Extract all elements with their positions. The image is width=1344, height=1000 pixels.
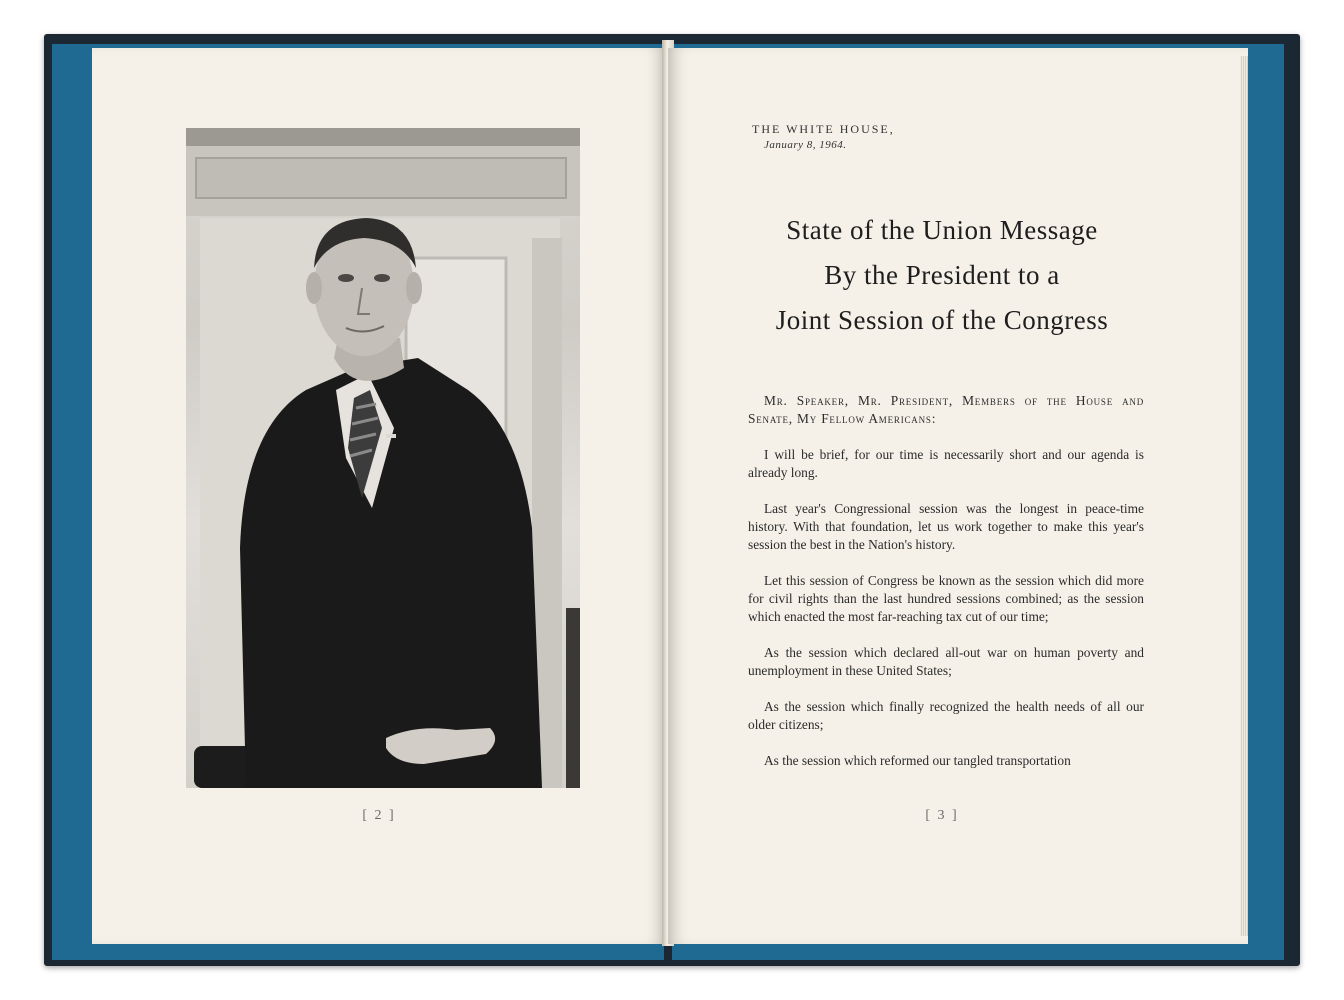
dateline-place: THE WHITE HOUSE, — [752, 122, 895, 136]
paragraph: As the session which declared all-out war on human poverty and unemployment in these United States; — [748, 645, 1144, 678]
paragraph: As the session which reformed our tangled transportation — [764, 753, 1071, 768]
paragraph: Let this session of Congress be known as the session which did more for civil rights than the last hundred sessions combined; as the session which enacted the most far-reaching tax cut of our time; — [748, 573, 1144, 624]
paragraph: I will be brief, for our time is necessarily short and our agenda is already long. — [748, 447, 1144, 480]
right-page-number: [ 3 ] — [925, 808, 959, 823]
page-edges — [1240, 56, 1248, 936]
document-title — [668, 208, 1216, 343]
salutation: Mr. Speaker, Mr. President, Members of the House and Senate, My Fellow Americans: — [748, 393, 1144, 426]
paragraph: As the session which finally recognized the health needs of all our older citizens; — [748, 699, 1144, 732]
paragraph: Last year's Congressional session was the longest in peace-time history. With that foundation, let us work together to make this year's session the best in the Nation's history. — [748, 501, 1144, 552]
dateline — [752, 122, 895, 151]
title-line: State of the Union Message — [786, 215, 1098, 245]
message-body — [748, 392, 1144, 788]
left-page-number: [ 2 ] — [362, 808, 396, 823]
right-page — [668, 48, 1248, 944]
left-page — [92, 48, 666, 944]
president-portrait-photo — [186, 128, 580, 788]
title-line: By the President to a — [824, 260, 1060, 290]
title-line: Joint Session of the Congress — [775, 305, 1109, 335]
dateline-date: January 8, 1964. — [764, 139, 847, 151]
portrait-illustration — [186, 128, 580, 788]
